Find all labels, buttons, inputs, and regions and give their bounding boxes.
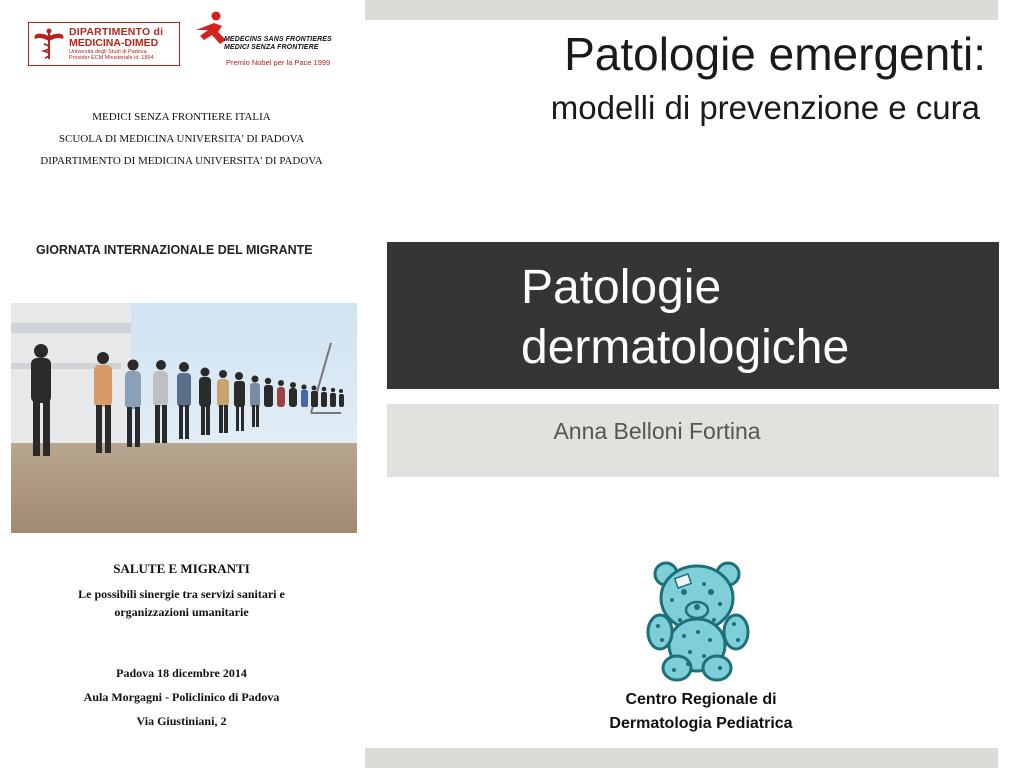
author-name: Anna Belloni Fortina — [553, 418, 761, 444]
slide-title: Patologie emergenti: — [564, 28, 986, 80]
msf-logo — [192, 10, 342, 68]
venue-block — [0, 661, 363, 733]
poster-heading: SALUTE E MIGRANTI — [113, 561, 250, 576]
migrants-photo — [11, 303, 357, 533]
center-name-line: Centro Regionale di — [625, 691, 777, 708]
author-box — [387, 404, 999, 477]
venue-line: Via Giustiniani, 2 — [136, 714, 227, 728]
event-name: GIORNATA INTERNAZIONALE DEL MIGRANTE — [36, 243, 313, 257]
dimed-line3: Università degli Studi di Padova — [69, 49, 147, 55]
poster-heading-block — [0, 561, 363, 621]
dimed-line4: Provider ECM Ministeriale id. 1894 — [69, 54, 154, 61]
dimed-line1: DIPARTIMENTO di — [69, 26, 164, 38]
msf-line2: MEDICI SENZA FRONTIERE — [224, 44, 319, 51]
center-name — [560, 688, 842, 736]
event-poster — [0, 0, 363, 768]
venue-line: Aula Morgagni - Policlinico di Padova — [83, 690, 280, 704]
slide-subtitle: modelli di prevenzione e cura — [550, 89, 980, 126]
bottom-strip — [365, 748, 998, 768]
spotted-teddy-bear-icon — [640, 560, 756, 684]
section-title-box — [387, 242, 999, 389]
caduceus-emblem-icon — [29, 24, 69, 64]
section-title-line: Patologie — [521, 261, 722, 314]
poster-subheading-line: organizzazioni umanitarie — [114, 605, 249, 619]
organizer-line: DIPARTIMENTO DI MEDICINA UNIVERSITA' DI PADOVA — [40, 155, 323, 167]
dimed-logo — [28, 22, 180, 66]
top-strip — [365, 0, 998, 20]
dimed-line2: MEDICINA-DIMED — [69, 36, 159, 49]
msf-nobel: Premio Nobel per la Pace 1999 — [226, 58, 331, 67]
center-name-line: Dermatologia Pediatrica — [609, 715, 793, 732]
venue-line: Padova 18 dicembre 2014 — [116, 666, 247, 680]
section-title-line: dermatologiche — [521, 321, 850, 374]
organizers-list — [0, 106, 363, 172]
msf-line1: MEDECINS SANS FRONTIERES — [224, 36, 332, 43]
organizer-line: SCUOLA DI MEDICINA UNIVERSITA' DI PADOVA — [58, 133, 305, 145]
poster-subheading-line: Le possibili sinergie tra servizi sanitari e — [78, 587, 285, 601]
organizer-line: MEDICI SENZA FRONTIERE ITALIA — [92, 111, 271, 123]
